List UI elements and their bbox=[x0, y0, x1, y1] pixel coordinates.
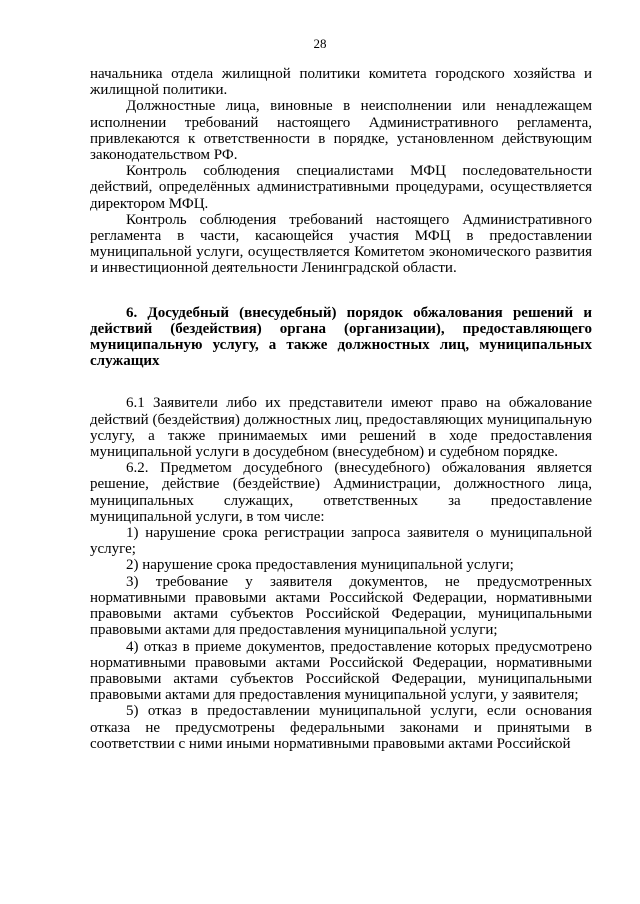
paragraph: Должностные лица, виновные в неисполнении или ненадлежащем исполнении требований настоящего Административного регламента, привлекаются к ответственности в порядке, установленном действующим законодательством РФ. bbox=[90, 98, 592, 164]
paragraph: 6.2. Предметом досудебного (внесудебного) обжалования является решение, действие (бездействие) Администрации, должностного лица, муниципальных служащих, ответственных за предоставление муниципальной услуги, в том числе: bbox=[90, 460, 592, 525]
spacer bbox=[90, 277, 592, 305]
spacer bbox=[90, 369, 592, 395]
paragraph: 6.1 Заявители либо их представители имеют право на обжалование действий (бездействия) должностных лиц, предоставляющих муниципальную услугу, а также принимаемых ими решений в ходе предоставления муниципальной услуги в досудебном (внесудебном) и судебном порядке. bbox=[90, 395, 592, 461]
paragraph: начальника отдела жилищной политики комитета городского хозяйства и жилищной политики. bbox=[90, 66, 592, 99]
list-item: 2) нарушение срока предоставления муниципальной услуги; bbox=[126, 557, 514, 574]
paragraph: Контроль соблюдения требований настоящего Административного регламента в части, касающейся участия МФЦ в предоставлении муниципальной услуги, осуществляется Комитетом экономического развития и инвестиционной деятельности Ленинградской области. bbox=[90, 211, 592, 277]
list-item: 4) отказ в приеме документов, предоставление которых предусмотрено нормативными правовыми актами Российской Федерации, нормативными правовыми актами субъектов Российской Федерации, муниципальными правовыми актами для предоставления муниципальной услуги, у заявителя; bbox=[90, 638, 592, 704]
section-heading: 6. Досудебный (внесудебный) порядок обжалования решений и действий (бездействия) органа (организации), предоставляющего муниципальную услугу, а также должностных лиц, муниципальных служащих bbox=[90, 304, 592, 370]
page-number: 28 bbox=[313, 36, 327, 51]
document-body bbox=[90, 66, 592, 752]
list-item: 3) требование у заявителя документов, не предусмотренных нормативными правовыми актами Российской Федерации, нормативными правовыми актами субъектов Российской Федерации, муниципальными правовыми актами для предоставления муниципальной услуги; bbox=[90, 573, 592, 639]
paragraph: Контроль соблюдения специалистами МФЦ последовательности действий, определённых административными процедурами, осуществляется директором МФЦ. bbox=[90, 163, 592, 212]
list-item: 1) нарушение срока регистрации запроса заявителя о муниципальной услуге; bbox=[90, 525, 592, 558]
list-item: 5) отказ в предоставлении муниципальной услуги, если основания отказа не предусмотрены федеральными законами и принятыми в соответствии с ними иными нормативными правовыми актами Российской bbox=[90, 703, 592, 752]
